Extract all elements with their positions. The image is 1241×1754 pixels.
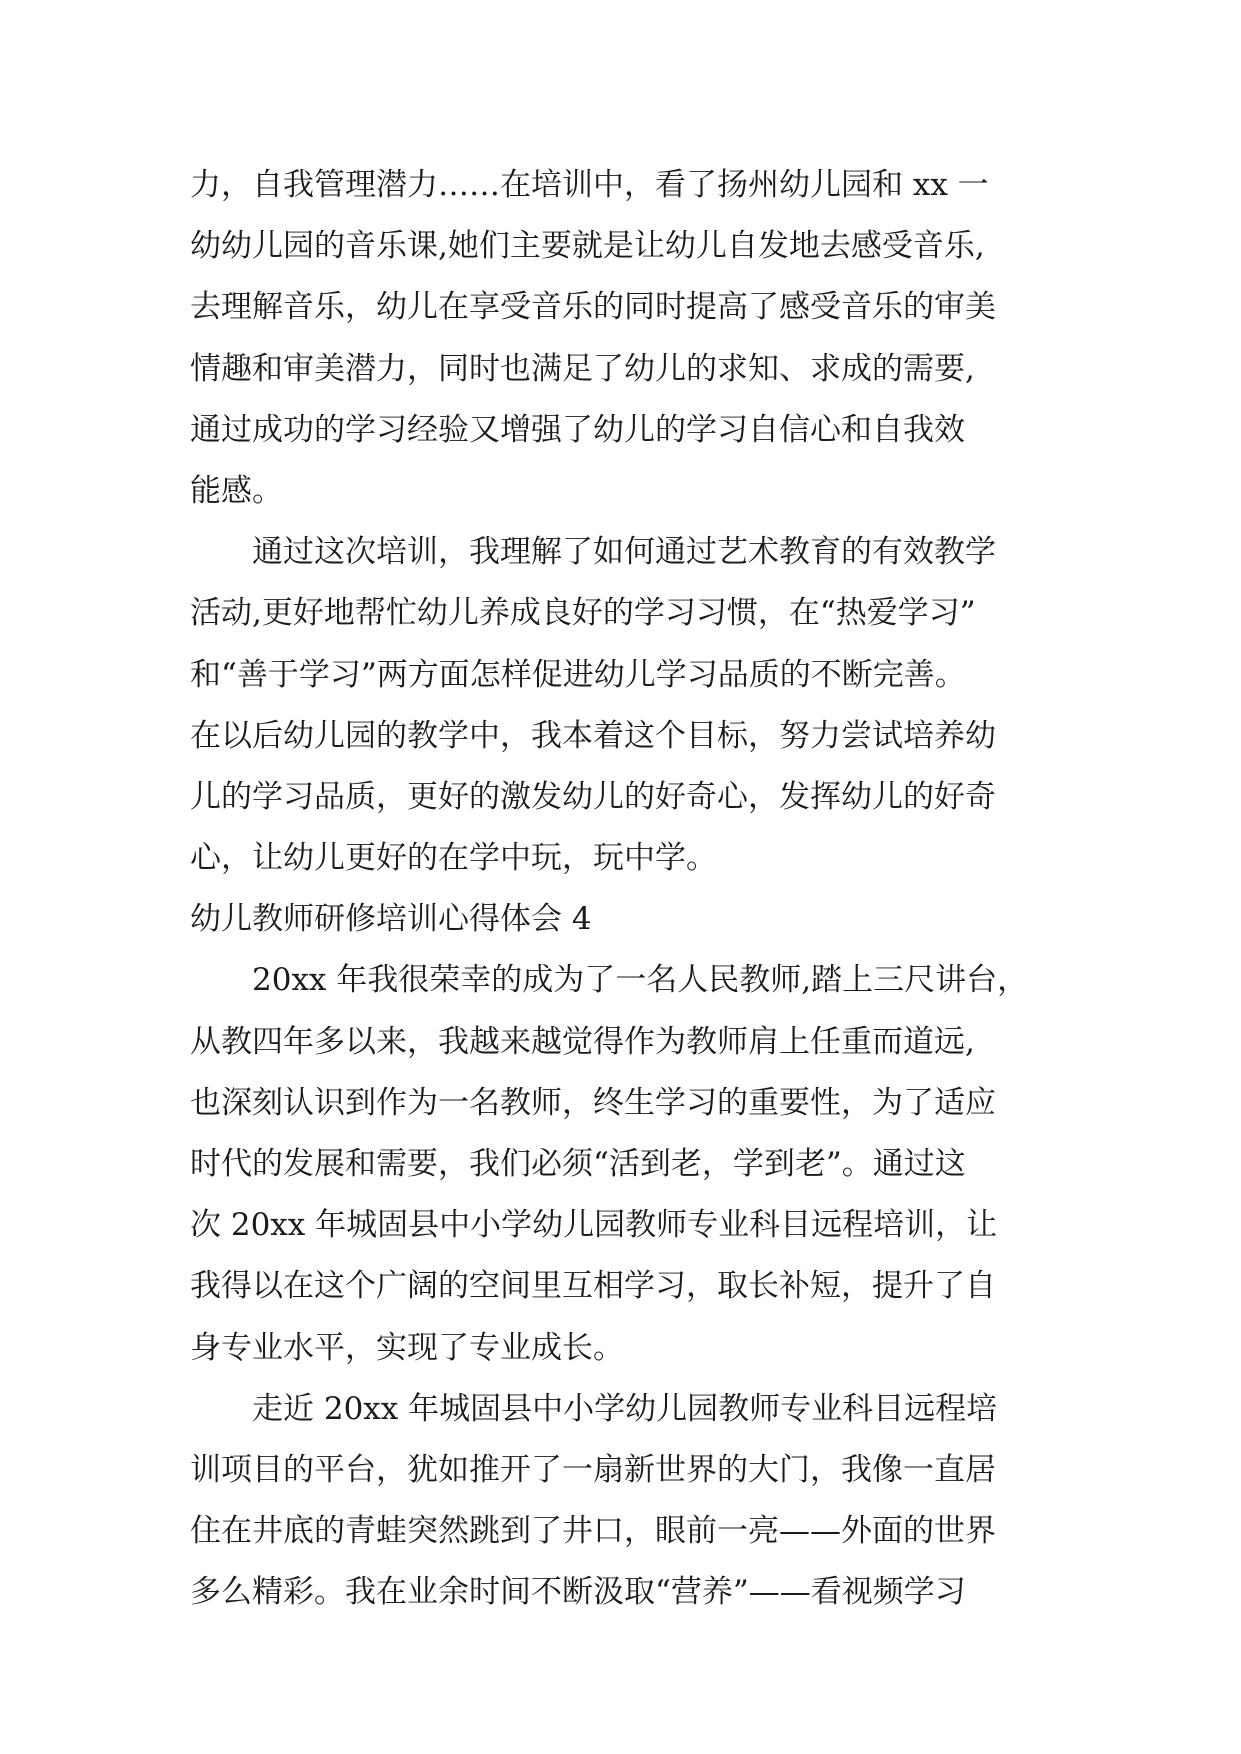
text-line: 力，自我管理潜力……在培训中，看了扬州幼儿园和 xx 一 — [190, 167, 989, 203]
text-line: 时代的发展和需要，我们必须“活到老，学到老”。通过这 — [190, 1146, 966, 1182]
text-line: 也深刻认识到作为一名教师，终生学习的重要性，为了适应 — [190, 1084, 996, 1121]
text-line: 从教四年多以来，我越来越觉得作为教师肩上任重而道远, — [190, 1023, 975, 1060]
text-line: 心，让幼儿更好的在学中玩，玩中学。 — [190, 840, 717, 877]
paragraph-first-line: 20xx 年我很荣幸的成为了一名人民教师,踏上三尺讲台， — [252, 962, 1029, 999]
text-line: 我得以在这个广阔的空间里互相学习，取长补短，提升了自 — [190, 1268, 996, 1305]
text-line: 能感。 — [190, 472, 283, 509]
text-line: 去理解音乐，幼儿在享受音乐的同时提高了感受音乐的审美 — [190, 289, 996, 326]
text-line: 情趣和审美潜力，同时也满足了幼儿的求知、求成的需要, — [190, 350, 975, 387]
text-line: 次 20xx 年城固县中小学幼儿园教师专业科目远程培训，让 — [190, 1207, 998, 1244]
document-body — [190, 165, 1060, 1634]
text-line: 身专业水平，实现了专业成长。 — [190, 1329, 624, 1366]
text-line: 和“善于学习”两方面怎样促进幼儿学习品质的不断完善。 — [190, 656, 966, 693]
text-line: 儿的学习品质，更好的激发幼儿的好奇心，发挥幼儿的好奇 — [190, 778, 996, 815]
text-line: 幼幼儿园的音乐课,她们主要就是让幼儿自发地去感受音乐, — [190, 228, 985, 265]
text-line: 通过成功的学习经验又增强了幼儿的学习自信心和自我效 — [190, 411, 965, 448]
text-line: 住在井底的青蛙突然跳到了井口，眼前一亮——外面的世界 — [190, 1513, 996, 1550]
paragraph-first-line: 通过这次培训，我理解了如何通过艺术教育的有效教学 — [252, 534, 996, 571]
text-line: 多么精彩。我在业余时间不断汲取“营养”——看视频学习 — [190, 1574, 966, 1611]
paragraph-first-line: 走近 20xx 年城固县中小学幼儿园教师专业科目远程培 — [252, 1390, 998, 1427]
text-line: 活动,更好地帮忙幼儿养成良好的学习习惯，在“热爱学习” — [190, 595, 976, 632]
text-line: 训项目的平台，犹如推开了一扇新世界的大门，我像一直居 — [190, 1451, 996, 1488]
text-line: 在以后幼儿园的教学中，我本着这个目标，努力尝试培养幼 — [190, 717, 996, 754]
section-heading: 幼儿教师研修培训心得体会 4 — [190, 901, 592, 938]
